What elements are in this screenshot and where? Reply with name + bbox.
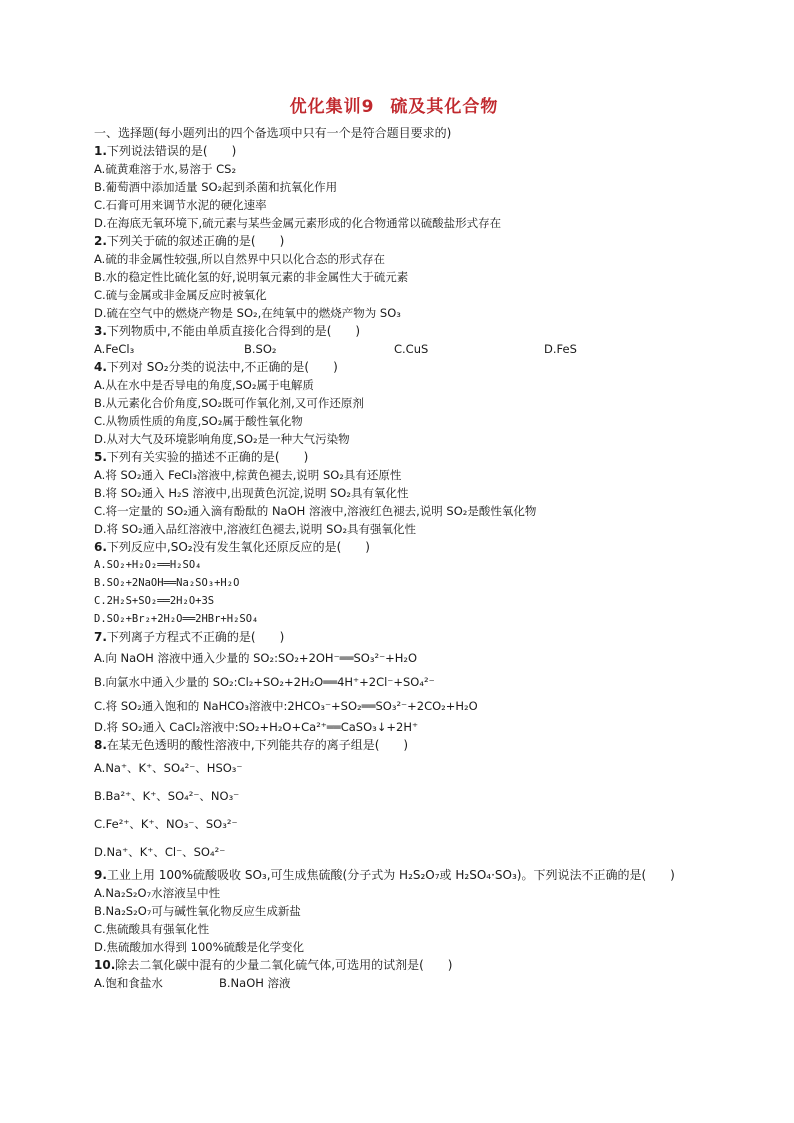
- question-stem: 在某无色透明的酸性溶液中,下列能共存的离子组是( ): [106, 738, 409, 752]
- option-c: C.将一定量的 SO₂通入滴有酚酞的 NaOH 溶液中,溶液红色褪去,说明 SO₂是酸性氧化物: [94, 504, 537, 518]
- option-d: D.FeS: [544, 342, 577, 356]
- option-a: A.Na₂S₂O₇水溶液呈中性: [94, 886, 221, 900]
- option-d: D.Na⁺、K⁺、Cl⁻、SO₄²⁻: [94, 845, 226, 859]
- title-main: 优化集训9: [289, 97, 375, 117]
- question-stem: 下列关于硫的叙述正确的是( ): [106, 234, 285, 248]
- question-9: [94, 866, 694, 956]
- section-heading: 一、选择题(每小题列出的四个备选项中只有一个是符合题目要求的): [94, 126, 452, 140]
- question-number: 2.: [94, 234, 107, 248]
- question-number: 3.: [94, 324, 107, 338]
- option-a: A.SO₂+H₂O₂══H₂SO₄: [94, 559, 202, 571]
- option-a: A.硫黄难溶于水,易溶于 CS₂: [94, 162, 237, 176]
- option-row: [94, 974, 694, 992]
- option-a: A.FeCl₃: [94, 342, 135, 356]
- option-c: C.Fe²⁺、K⁺、NO₃⁻、SO₃²⁻: [94, 817, 238, 831]
- question-2: [94, 232, 694, 322]
- option-a: A.从在水中是否导电的角度,SO₂属于电解质: [94, 378, 314, 392]
- question-3: [94, 322, 694, 358]
- option-b: B.SO₂+2NaOH══Na₂SO₃+H₂O: [94, 577, 240, 589]
- question-stem: 下列物质中,不能由单质直接化合得到的是( ): [106, 324, 361, 338]
- worksheet-page: [94, 96, 694, 992]
- question-1: [94, 142, 694, 232]
- option-a: A.Na⁺、K⁺、SO₄²⁻、HSO₃⁻: [94, 761, 243, 775]
- option-d: D.将 SO₂通入 CaCl₂溶液中:SO₂+H₂O+Ca²⁺══CaSO₃↓+2H⁺: [94, 720, 419, 734]
- question-8: [94, 736, 694, 866]
- question-number: 7.: [94, 630, 107, 644]
- title-topic: 硫及其化合物: [390, 97, 499, 117]
- option-a: A.向 NaOH 溶液中通入少量的 SO₂:SO₂+2OH⁻══SO₃²⁻+H₂O: [94, 651, 418, 665]
- option-c: C.石膏可用来调节水泥的硬化速率: [94, 198, 267, 212]
- option-b: B.葡萄酒中添加适量 SO₂起到杀菌和抗氧化作用: [94, 180, 338, 194]
- question-7: [94, 628, 694, 736]
- option-a: A.饱和食盐水: [94, 976, 163, 990]
- question-10: [94, 956, 694, 992]
- option-b: B.向氯水中通入少量的 SO₂:Cl₂+SO₂+2H₂O══4H⁺+2Cl⁻+SO₄²⁻: [94, 675, 435, 689]
- question-4: [94, 358, 694, 448]
- option-b: B.Na₂S₂O₇可与碱性氧化物反应生成新盐: [94, 904, 301, 918]
- question-stem: 下列说法错误的是( ): [106, 144, 237, 158]
- option-b: B.将 SO₂通入 H₂S 溶液中,出现黄色沉淀,说明 SO₂具有氧化性: [94, 486, 409, 500]
- question-number: 9.: [94, 868, 107, 882]
- option-d: D.从对大气及环境影响角度,SO₂是一种大气污染物: [94, 432, 350, 446]
- option-d: D.将 SO₂通入品红溶液中,溶液红色褪去,说明 SO₂具有强氧化性: [94, 522, 417, 536]
- option-c: C.将 SO₂通入饱和的 NaHCO₃溶液中:2HCO₃⁻+SO₂══SO₃²⁻+2CO₂+H₂O: [94, 699, 478, 713]
- question-stem: 工业上用 100%硫酸吸收 SO₃,可生成焦硫酸(分子式为 H₂S₂O₇或 H₂SO₄·SO₃)。下列说法不正确的是( ): [106, 868, 675, 882]
- option-b: B.Ba²⁺、K⁺、SO₄²⁻、NO₃⁻: [94, 789, 240, 803]
- question-stem: 下列反应中,SO₂没有发生氧化还原反应的是( ): [106, 540, 370, 554]
- option-d: D.在海底无氧环境下,硫元素与某些金属元素形成的化合物通常以硫酸盐形式存在: [94, 216, 502, 230]
- option-c: C.焦硫酸具有强氧化性: [94, 922, 210, 936]
- question-number: 5.: [94, 450, 107, 464]
- option-b: B.SO₂: [244, 342, 277, 356]
- option-b: B.水的稳定性比硫化氢的好,说明氧元素的非金属性大于硫元素: [94, 270, 409, 284]
- option-c: C.硫与金属或非金属反应时被氧化: [94, 288, 267, 302]
- option-a: A.硫的非金属性较强,所以自然界中只以化合态的形式存在: [94, 252, 385, 266]
- option-b: B.从元素化合价角度,SO₂既可作氧化剂,又可作还原剂: [94, 396, 364, 410]
- question-stem: 下列有关实验的描述不正确的是( ): [106, 450, 309, 464]
- question-6: [94, 538, 694, 628]
- option-d: D.SO₂+Br₂+2H₂O══2HBr+H₂SO₄: [94, 613, 259, 625]
- option-c: C.CuS: [394, 342, 429, 356]
- question-number: 4.: [94, 360, 107, 374]
- option-c: C.从物质性质的角度,SO₂属于酸性氧化物: [94, 414, 303, 428]
- option-c: C.2H₂S+SO₂══2H₂O+3S: [94, 595, 215, 607]
- option-a: A.将 SO₂通入 FeCl₃溶液中,棕黄色褪去,说明 SO₂具有还原性: [94, 468, 402, 482]
- option-row: [94, 340, 694, 358]
- question-stem: 下列对 SO₂分类的说法中,不正确的是( ): [106, 360, 338, 374]
- question-number: 8.: [94, 738, 107, 752]
- question-5: [94, 448, 694, 538]
- question-number: 10.: [94, 958, 116, 972]
- option-b: B.NaOH 溶液: [219, 976, 291, 990]
- question-stem: 下列离子方程式不正确的是( ): [106, 630, 285, 644]
- option-d: D.硫在空气中的燃烧产物是 SO₂,在纯氧中的燃烧产物为 SO₃: [94, 306, 401, 320]
- question-number: 1.: [94, 144, 107, 158]
- question-number: 6.: [94, 540, 107, 554]
- option-d: D.焦硫酸加水得到 100%硫酸是化学变化: [94, 940, 305, 954]
- page-title: [94, 96, 694, 118]
- question-stem: 除去二氧化碳中混有的少量二氧化硫气体,可选用的试剂是( ): [115, 958, 453, 972]
